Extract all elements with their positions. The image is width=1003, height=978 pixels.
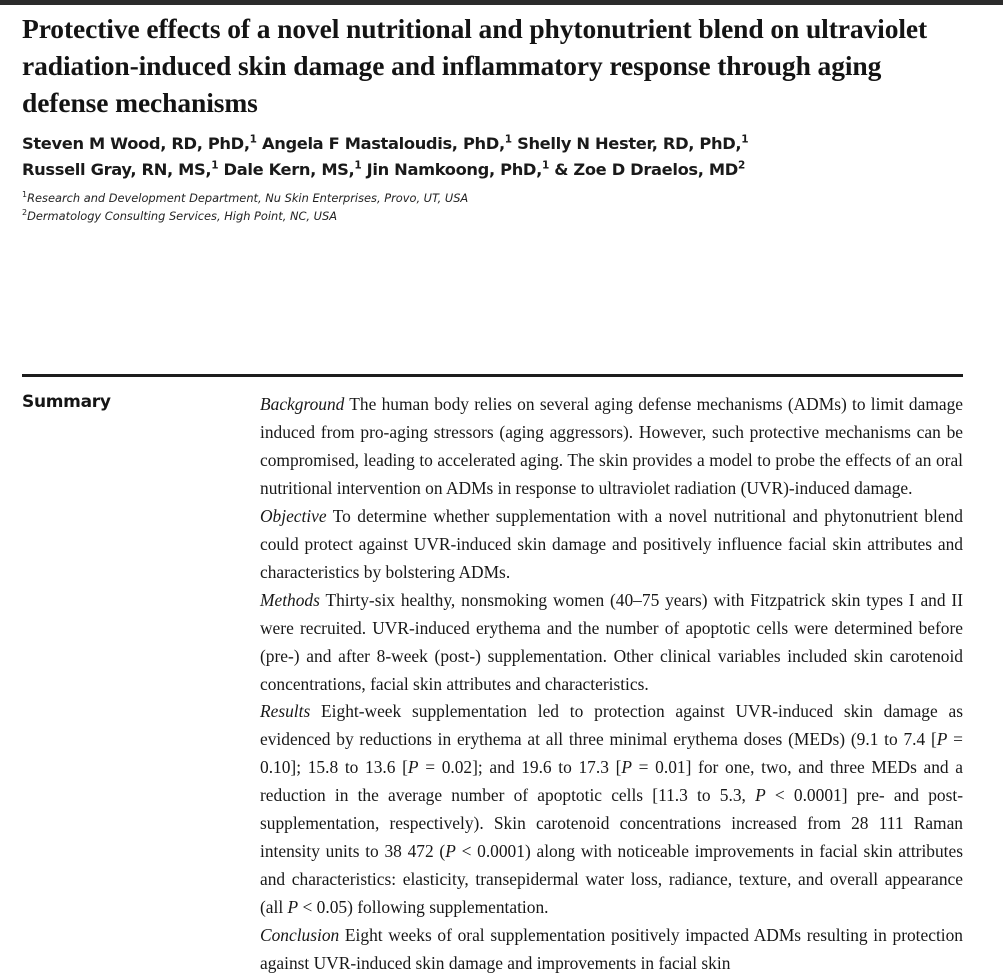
author-line-2 bbox=[22, 157, 972, 183]
abstract-text-results: < 0.0001] pre- and post-supplementation, respectively). Skin carotenoid concentrations increased from 28 111 Raman intensity units to 38 472 ( bbox=[260, 785, 963, 862]
abstract-text-results: Eight-week supplementation led to protection against UVR-induced skin damage as evidenced by reductions in erythema at all three minimal erythema doses (MEDs) (9.1 to 7.4 [ bbox=[260, 701, 963, 750]
affiliation-marker: 1 bbox=[354, 159, 362, 172]
abstract-text-conclusion: Eight weeks of oral supplementation positively impacted ADMs resulting in protection against UVR-induced skin damage and improvements in facial skin bbox=[260, 925, 963, 974]
author-segment: Shelly N Hester, RD, PhD, bbox=[511, 134, 742, 153]
abstract-section-label-objective: Objective bbox=[260, 505, 327, 526]
abstract-paragraph-methods bbox=[260, 587, 963, 699]
p-value-symbol: P bbox=[445, 841, 456, 862]
affiliation-1 bbox=[22, 190, 972, 208]
abstract-section-label-conclusion: Conclusion bbox=[260, 925, 340, 946]
p-value-symbol: P bbox=[936, 729, 948, 750]
author-segment: Russell Gray, RN, MS, bbox=[22, 160, 212, 179]
abstract-section-label-results: Results bbox=[260, 701, 311, 722]
author-line-1 bbox=[22, 131, 972, 157]
author-segment: & Zoe D Draelos, MD bbox=[548, 160, 738, 179]
abstract-paragraph-conclusion bbox=[260, 922, 963, 978]
p-value-symbol: P bbox=[755, 785, 766, 806]
abstract-text-objective: To determine whether supplementation with a novel nutritional and phytonutrient blend could protect against UVR-induced skin damage and positively influence facial skin attributes and characteristics by bolstering ADMs. bbox=[260, 505, 963, 582]
affiliation-text: Research and Development Department, Nu Skin Enterprises, Provo, UT, USA bbox=[27, 191, 469, 205]
affiliation-marker: 1 bbox=[22, 190, 28, 200]
author-list bbox=[22, 131, 972, 183]
page-title: Protective effects of a novel nutritional and phytonutrient blend on ultraviolet radiation-induced skin damage and inflammatory response through aging defense mechanisms bbox=[22, 13, 928, 119]
abstract-body bbox=[260, 391, 963, 978]
p-value-symbol: P bbox=[621, 757, 633, 778]
affiliation-text: Dermatology Consulting Services, High Point, NC, USA bbox=[27, 208, 338, 223]
affiliation-marker: 1 bbox=[541, 159, 549, 172]
author-segment: Jin Namkoong, PhD, bbox=[361, 160, 542, 179]
affiliation-marker: 1 bbox=[504, 133, 512, 146]
abstract-section-label-methods: Methods bbox=[260, 589, 320, 610]
abstract-text-results: = 0.10]; 15.8 to 13.6 [ bbox=[260, 729, 963, 778]
author-segment: Dale Kern, MS, bbox=[218, 160, 355, 179]
author-segment: Steven M Wood, RD, PhD, bbox=[22, 134, 250, 153]
p-value-symbol: P bbox=[287, 897, 299, 918]
p-value-symbol: P bbox=[407, 757, 419, 778]
abstract-text-background: The human body relies on several aging defense mechanisms (ADMs) to limit damage induced from pro-aging stressors (aging aggressors). However, such protective mechanisms can be compromised, leading to accelerated aging. The skin provides a model to probe the effects of an oral nutritional intervention on ADMs in response to ultraviolet radiation (UVR)-induced damage. bbox=[260, 394, 963, 498]
abstract-section-label-background: Background bbox=[260, 394, 345, 414]
abstract-paragraph-objective bbox=[260, 503, 963, 587]
affiliation-marker: 1 bbox=[249, 133, 257, 146]
abstract-text-results: < 0.0001) along with noticeable improvements in facial skin attributes and characteristics: elasticity, transepidermal water loss, radiance, texture, and overall appearance (all bbox=[260, 841, 963, 918]
affiliation-list bbox=[22, 190, 972, 225]
abstract-paragraph-background bbox=[260, 391, 963, 503]
affiliation-marker: 1 bbox=[211, 159, 219, 172]
abstract-text-results: = 0.02]; and 19.6 to 17.3 [ bbox=[418, 757, 622, 778]
author-segment: Angela F Mastaloudis, PhD, bbox=[256, 134, 505, 153]
abstract-paragraph-results bbox=[260, 698, 963, 922]
affiliation-marker: 2 bbox=[737, 159, 745, 172]
abstract-text-methods: Thirty-six healthy, nonsmoking women (40–75 years) with Fitzpatrick skin types I and II were recruited. UVR-induced erythema and the number of apoptotic cells were determined before (pre-) and after 8-week (post-) supplementation. Other clinical variables included skin carotenoid concentrations, facial skin attributes and characteristics. bbox=[260, 589, 963, 694]
affiliation-2 bbox=[22, 208, 972, 226]
affiliation-marker: 2 bbox=[22, 207, 28, 217]
abstract-text-results: < 0.05) following supplementation. bbox=[298, 897, 549, 918]
top-dark-bar bbox=[0, 0, 1003, 5]
section-divider bbox=[22, 374, 963, 377]
affiliation-marker: 1 bbox=[741, 133, 749, 146]
summary-heading: Summary bbox=[22, 392, 111, 412]
abstract-text-results: = 0.01] for one, two, and three MEDs and a reduction in the average number of apoptotic cells [11.3 to 5.3, bbox=[260, 757, 963, 806]
